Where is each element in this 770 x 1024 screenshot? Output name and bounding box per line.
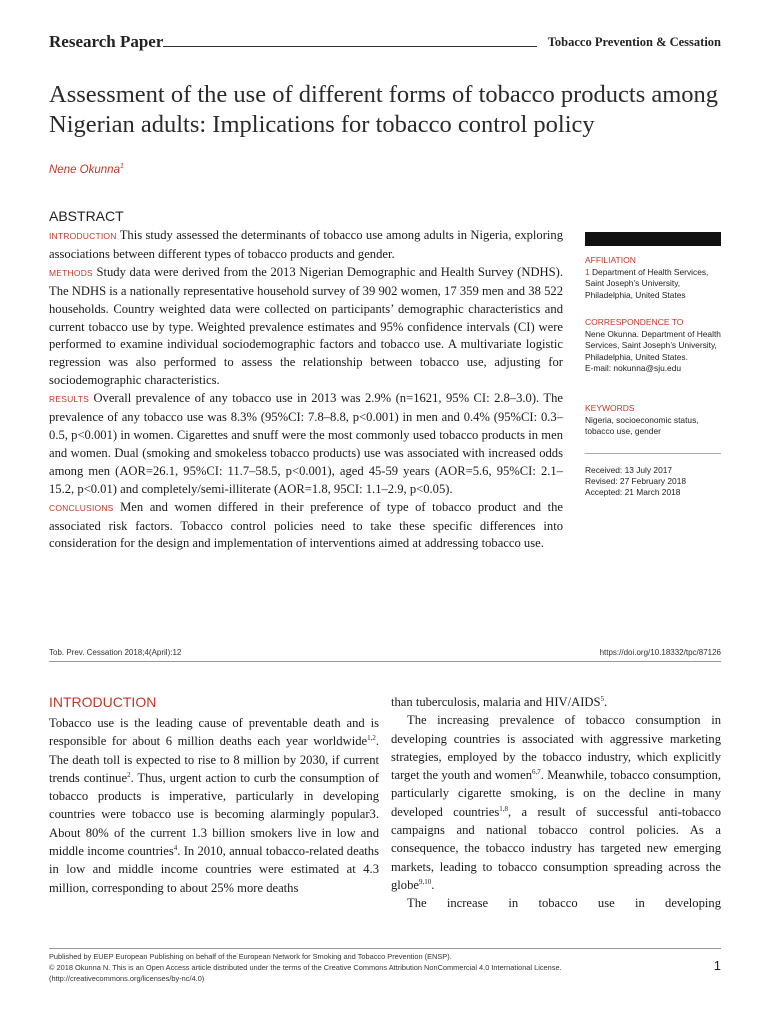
abstract-label: METHODS [49, 267, 93, 278]
publisher-line: Published by EUEP European Publishing on behalf of the European Network for Smoking and Tobacco Prevention (ENSP). [49, 952, 452, 961]
abstract-text: Overall prevalence of any tobacco use in 2013 was 2.9% (n=1621, 95% CI: 2.8–3.0). The prevalence of any tobacco use was 8.3% (95%CI: 7.8–8.8, p<0.001) in men and 0.4% (95%CI: 0.3–0.5, p<0.001) in women. Cigarettes and snuff were the most commonly used tobacco products in men and women. Dual (smoking and smokeless tobacco products) use was associated with increased odds among men (AOR=26.1, 95%CI: 11.7–58.5, p<0.001), aged 45-59 years (AOR=5.6, 95%CI: 2.1–15.2, p<0.01) and completely/semi-illiterate (AOR=1.8, 95CI: 1.1–2.9, p<0.05). [49, 391, 563, 496]
page-number: 1 [713, 958, 721, 973]
received-date: Received: 13 July 2017 [585, 465, 673, 475]
sidebar-divider [585, 453, 721, 454]
correspondence-block [585, 317, 721, 374]
introduction-heading: INTRODUCTION [49, 694, 157, 710]
abstract-label: RESULTS [49, 394, 89, 405]
bottom-rule [49, 948, 721, 949]
correspondence-text: Nene Okunna. Department of Health Services, Saint Joseph’s University, Philadelphia, United States. [585, 329, 721, 362]
affiliation-text [585, 267, 721, 301]
abstract-results [49, 390, 563, 498]
keywords-block [585, 403, 721, 438]
author-name: Nene Okunna [49, 164, 120, 176]
dates-block [585, 465, 721, 499]
copyright-line: © 2018 Okunna N. This is an Open Access article distributed under the terms of the Creative Commons Attribution NonCommercial 4.0 International License. [49, 963, 562, 972]
doi-link[interactable]: https://doi.org/10.18332/tpc/87126 [599, 648, 721, 657]
journal-name: Tobacco Prevention & Cessation [547, 35, 721, 49]
correspondence-heading: CORRESPONDENCE TO [585, 317, 684, 327]
citation-sup: 4 [173, 843, 178, 852]
abstract-methods [49, 264, 563, 390]
text-run: . The death toll is expected to rise to 8 million by 2030, if current trends continue [49, 734, 379, 785]
sidebar-bar [585, 232, 721, 246]
citation-sup: 5 [600, 694, 604, 703]
abstract-label: INTRODUCTION [49, 231, 117, 241]
text-run: Tobacco use is the leading cause of preventable death and is responsible for about 6 million deaths each year worldwide [49, 716, 379, 749]
citation-sup: 6,7 [532, 768, 541, 776]
revised-date: Revised: 27 February 2018 [585, 476, 687, 487]
citation: Tob. Prev. Cessation 2018;4(April):12 [49, 648, 182, 657]
citation-sup: 9,10 [418, 877, 432, 886]
article-type: Research Paper [49, 32, 164, 51]
citation-rule [49, 661, 721, 662]
intro-paragraph-1 [49, 714, 379, 897]
body-column-left [49, 692, 379, 897]
text-run: . [431, 877, 435, 892]
intro-paragraph-2 [391, 711, 721, 894]
abstract-text: Men and women differed in their preference of type of tobacco product and the associated risk factors. Tobacco control policies need to take these specific differences into consideration for the design and implementation of interventions aimed at addressing tobacco use. [49, 499, 563, 551]
header-rule [163, 46, 537, 47]
text-run: The increasing prevalence of tobacco consumption in developing countries is associated with aggressive marketing strategies, employed by the tobacco industry, which explicitly target the youth and women [391, 713, 721, 783]
accepted-date: Accepted: 21 March 2018 [585, 487, 681, 498]
keywords-text: Nigeria, socioeconomic status, tobacco use, gender [585, 415, 699, 437]
abstract-label: CONCLUSIONS [49, 502, 114, 513]
abstract-body [49, 227, 563, 553]
intro-paragraph-1-cont [391, 693, 721, 711]
affiliation-body: Department of Health Services, Saint Joseph’s University, Philadelphia, United States [585, 267, 709, 300]
author-affil-sup: 1 [119, 163, 124, 171]
license-notice [49, 951, 689, 984]
abstract-text: This study assessed the determinants of tobacco use among adults in Nigeria, exploring associations between different types of tobacco products and gender. [49, 228, 563, 261]
text-run: than tuberculosis, malaria and HIV/AIDS [391, 695, 601, 709]
abstract-text: Study data were derived from the 2013 Nigerian Demographic and Health Survey (NDHS). The NDHS is a nationally representative household survey of 39 902 women, 17 359 men and 38 522 households. Country weighted data were collected on participants’ demographic characteristics and current tobacco use by type. Weighted prevalence estimates and 95% confidence intervals (CI) were performed to examine individual sociodemographic factors and tobacco use. A multivariate logistic regression was also performed to assess the relationship between tobacco use, adjusting for sociodemographic characteristics. [49, 264, 563, 388]
text-run: . [604, 695, 608, 709]
running-header [49, 32, 721, 52]
intro-paragraph-3: The increase in tobacco use in developing [407, 896, 721, 911]
text-run: . Thus, urgent action to curb the consumption of tobacco products is imperative, particularly in developing countries were tobacco use is becoming alarmingly popular3. About 80% of the current 1.3 billion smokers live in low and middle income countries [49, 770, 379, 859]
citation-sup: 1,8 [499, 804, 509, 813]
affiliation-number: 1 [585, 267, 590, 278]
keywords-heading: KEYWORDS [585, 403, 635, 413]
text-run: , a result of successful anti-tobacco campaigns and national tobacco control policies. As a consequence, the tobacco industry has targeted new emerging markets, leading to tobacco consumption spreading across the globe [391, 804, 721, 892]
text-run: . In 2010, annual tobacco-related deaths in low and middle income countries were estimated at 4.3 million, corresponding to about 25% more deaths [49, 844, 379, 895]
correspondence-email[interactable]: E-mail: nokunna@sju.edu [585, 362, 682, 373]
author-line [49, 164, 124, 176]
abstract-introduction [49, 227, 563, 264]
body-column-right [391, 693, 721, 913]
affiliation-block [585, 255, 721, 301]
abstract-heading: ABSTRACT [49, 208, 124, 224]
affiliation-heading: AFFILIATION [585, 255, 636, 265]
citation-sup: 1,2 [367, 734, 376, 743]
paper-title: Assessment of the use of different forms of tobacco products among Nigerian adults: Implications for tobacco control policy [49, 81, 719, 138]
license-url[interactable]: (http://creativecommons.org/licenses/by-nc/4.0) [49, 974, 205, 983]
text-run: . Meanwhile, tobacco consumption, particularly cigarette smoking, is on the decline in many developed countries [391, 768, 721, 819]
citation-sup: 2 [127, 770, 131, 779]
abstract-conclusions [49, 499, 563, 554]
